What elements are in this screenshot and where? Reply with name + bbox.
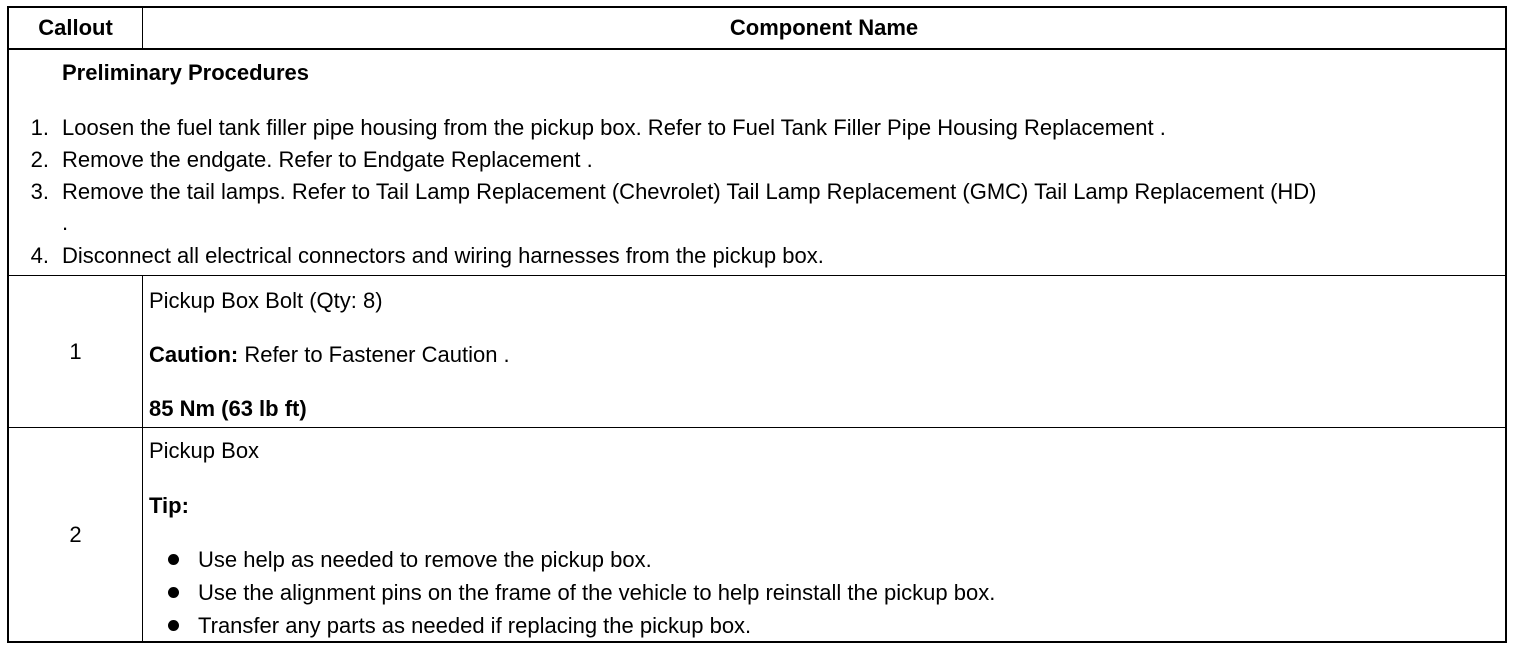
step-number: 3. [30,179,49,204]
step-number: 2. [30,147,49,172]
tip-label: Tip: [149,493,189,518]
component-name: Pickup Box Bolt (Qty: 8) [149,288,383,313]
bullet-icon [168,554,179,565]
step-text-continuation: . [62,210,69,235]
preliminary-procedures-row [9,50,1505,276]
step-text: Loosen the fuel tank filler pipe housing from the pickup box. Refer to Fuel Tank Filler Pipe Housing Replacement . [62,115,1166,140]
table-row [9,428,1505,641]
step-text: Remove the endgate. Refer to Endgate Replacement . [62,147,593,172]
callout-number: 2 [9,428,143,641]
caution-text: Refer to Fastener Caution . [238,342,510,367]
torque-spec: 85 Nm (63 lb ft) [149,396,307,421]
table-row [9,276,1505,428]
step-number: 1. [30,115,49,140]
bullet-icon [168,587,179,598]
tip-bullet-text: Use help as needed to remove the pickup box. [198,547,652,572]
procedure-table [7,6,1507,643]
table-header-row [9,8,1505,50]
component-name: Pickup Box [149,438,260,463]
tip-bullet-text: Transfer any parts as needed if replacing the pickup box. [198,613,752,638]
callout-column-header: Callout [9,8,143,48]
callout-number: 1 [9,276,143,427]
bullet-icon [168,620,179,631]
step-text: Remove the tail lamps. Refer to Tail Lamp Replacement (Chevrolet) Tail Lamp Replacement (GMC) Tail Lamp Replacement (HD) [62,179,1317,204]
component-name-column-header: Component Name [729,15,919,40]
caution-note [149,342,510,368]
component-cell [143,428,1505,641]
component-cell [143,276,1505,427]
step-number: 4. [30,243,49,268]
preliminary-procedures-title: Preliminary Procedures [62,60,310,85]
caution-label: Caution: [149,342,239,367]
step-text: Disconnect all electrical connectors and wiring harnesses from the pickup box. [62,243,824,268]
tip-bullet-text: Use the alignment pins on the frame of the vehicle to help reinstall the pickup box. [198,580,996,605]
